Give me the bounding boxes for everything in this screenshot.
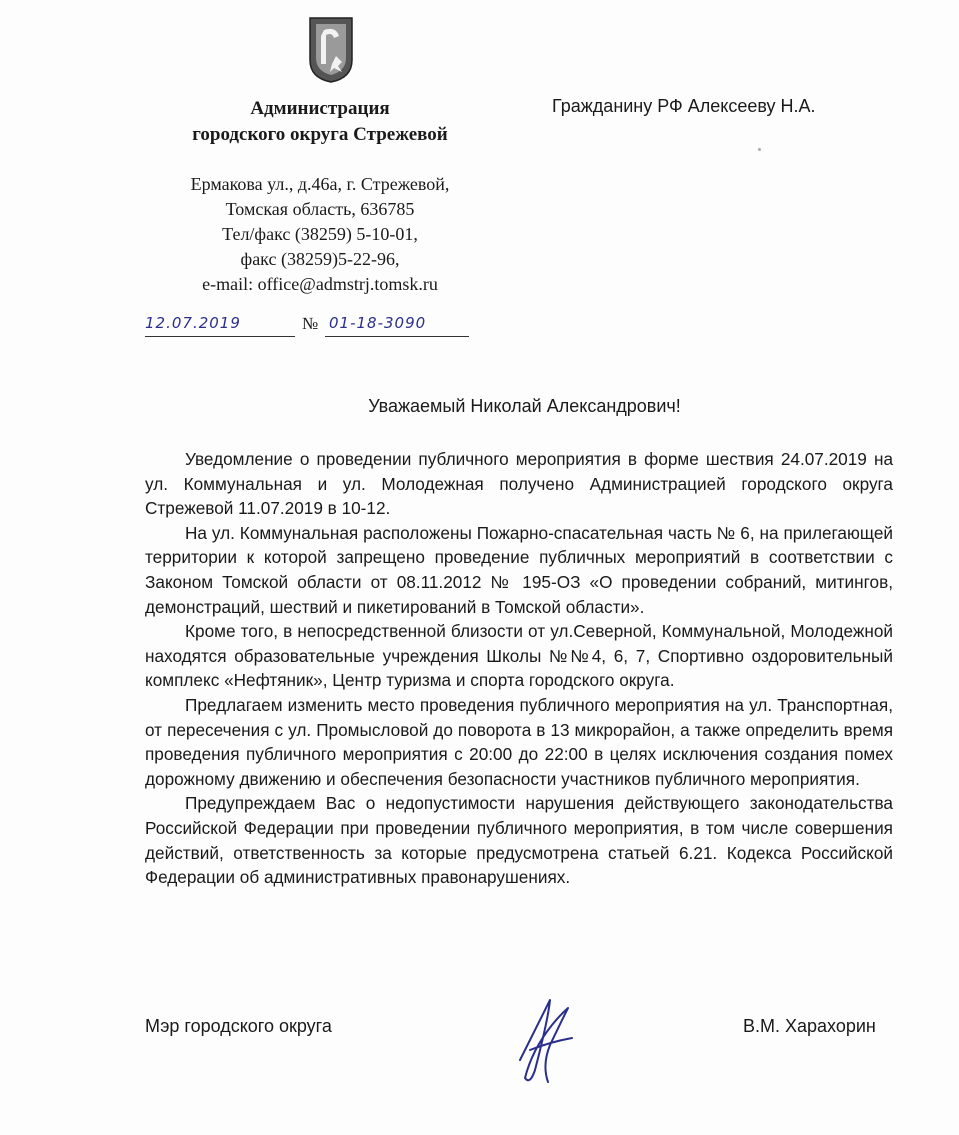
organization-name-line2: городского округа Стрежевой bbox=[192, 124, 448, 145]
address-line: Томская область, 636785 bbox=[225, 199, 415, 219]
handwritten-signature bbox=[490, 990, 590, 1090]
registration-number-label: № bbox=[302, 314, 319, 333]
letter-body bbox=[145, 447, 893, 890]
phone-fax-line: Тел/факс (38259) 5-10-01, bbox=[222, 224, 418, 244]
signatory-name: В.М. Харахорин bbox=[743, 1016, 876, 1036]
scan-speck bbox=[758, 148, 761, 151]
city-emblem-icon bbox=[306, 16, 356, 84]
paragraph: Предупреждаем Вас о недопустимости нарушения действующего законодательства Российской Федерации при проведении публичного мероприятия, в том числе совершения действий, ответственность за которые предусмотрена статьей 6.21. Кодекса Российской Федерации об административных правонарушениях. bbox=[145, 793, 893, 888]
registration-date: 12.07.2019 bbox=[145, 314, 295, 337]
paragraph: Кроме того, в непосредственной близости от ул.Северной, Коммунальной, Молодежной находятся образовательные учреждения Школы №№4, 6, 7, Спортивно оздоровительный комплекс «Нефтяник», Центр туризма и спорта городского округа. bbox=[145, 621, 893, 691]
organization-name bbox=[150, 96, 490, 148]
paragraph: На ул. Коммунальная расположены Пожарно-спасательная часть № 6, на прилегающей территории к которой запрещено проведение публичных мероприятий в соответствии с Законом Томской области от 08.11.2012 № 195-ОЗ «О проведении собраний, митингов, демонстраций, шествий и пикетирований в Томской области». bbox=[145, 522, 893, 617]
organization-address bbox=[150, 172, 490, 297]
fax-line: факс (38259)5-22-96, bbox=[240, 249, 400, 269]
addressee: Гражданину РФ Алексееву Н.А. bbox=[552, 96, 816, 116]
email-line: e-mail: office@admstrj.tomsk.ru bbox=[202, 274, 438, 294]
paragraph: Уведомление о проведении публичного мероприятия в форме шествия 24.07.2019 на ул. Коммунальная и ул. Молодежная получено Администрацией городского округа Стрежевой 11.07.2019 в 10-12. bbox=[145, 449, 893, 519]
signatory-role: Мэр городского округа bbox=[145, 1016, 332, 1036]
registration-number: 01-18-3090 bbox=[325, 314, 469, 337]
address-line: Ермакова ул., д.46а, г. Стрежевой, bbox=[190, 174, 450, 194]
salutation: Уважаемый Николай Александрович! bbox=[368, 396, 681, 416]
organization-name-line1: Администрация bbox=[250, 98, 390, 119]
paragraph: Предлагаем изменить место проведения публичного мероприятия на ул. Транспортная, от пересечения с ул. Промысловой до поворота в 13 микрорайон, а также определить время проведения публичного мероприятия с 20:00 до 22:00 в целях исключения создания помех дорожному движению и обеспечения безопасности участников публичного мероприятия. bbox=[145, 694, 893, 789]
